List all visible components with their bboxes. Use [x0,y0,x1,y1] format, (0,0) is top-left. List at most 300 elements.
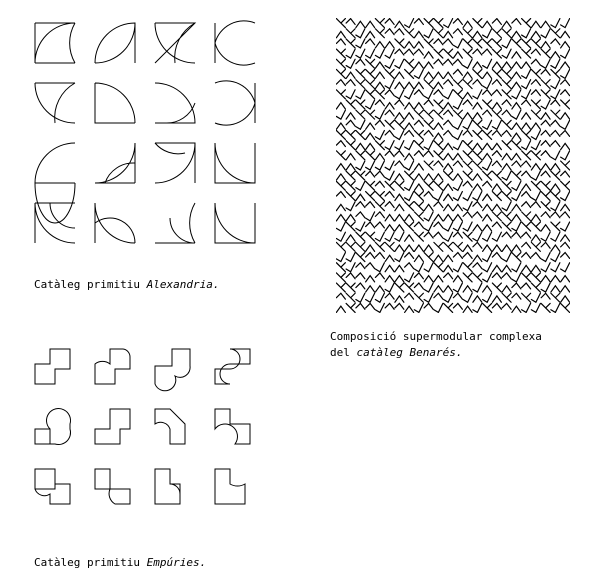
benares-tick [561,80,570,86]
benares-tick [483,130,492,139]
benares-tick [463,263,472,272]
benares-tick [434,286,443,292]
benares-tick [492,232,501,241]
benares-tick [405,42,414,48]
empories-module [35,469,70,504]
benares-tick [512,133,521,139]
benares-tick [434,19,443,28]
benares-caption-line2-name: catàleg Benarés. [356,346,463,359]
benares-tick [561,263,570,272]
benares-tick [483,253,492,262]
benares-tick [473,19,482,28]
benares-tick [385,59,394,68]
benares-tick [483,59,492,68]
benares-tick [424,192,433,198]
benares-tick [444,242,453,251]
benares-tick [444,164,453,170]
alexandria-caption [34,277,219,293]
benares-tick [336,49,345,58]
benares-tick [473,31,482,37]
benares-tick [414,103,423,109]
benares-tick [356,120,365,129]
alexandria-module [215,143,255,183]
benares-tick [414,90,423,96]
benares-tick [463,141,472,150]
benares-tick [473,161,482,170]
benares-tick [551,59,560,68]
benares-tick [531,151,540,160]
benares-tick [531,31,540,37]
benares-tick [385,49,394,58]
benares-tick [414,273,423,279]
benares-tick [483,161,492,170]
benares-tick [473,151,482,160]
benares-tick [375,90,384,99]
benares-tick [395,113,404,119]
empories-module [215,349,250,384]
benares-tick [414,303,423,312]
benares-tick [531,90,540,96]
benares-tick [512,62,521,68]
benares-tick [385,90,394,96]
benares-tick [405,130,414,136]
benares-tick [405,103,414,109]
benares-tick [356,253,365,262]
benares-tick [346,72,355,78]
benares-tick [346,49,355,58]
benares-tick [414,255,423,261]
benares-tick [444,49,453,58]
benares-tick [424,52,433,58]
benares-tick [453,263,462,272]
benares-tick [492,204,501,210]
benares-tick [541,90,550,99]
benares-tick [434,263,443,272]
benares-tick [366,303,375,309]
benares-tick [551,202,560,211]
benares-tick [531,69,540,78]
benares-tick [346,39,355,48]
benares-tick [356,273,365,279]
benares-tick [366,90,375,99]
benares-tick [424,62,433,68]
benares-tick [395,59,404,68]
benares-tick [434,303,443,312]
benares-tick [561,31,570,37]
benares-tick [551,130,560,136]
benares-tick [405,19,414,28]
benares-tick [336,242,345,251]
benares-tick [405,273,414,282]
benares-tick [483,21,492,27]
benares-tick [414,69,423,78]
benares-tick [473,90,482,99]
benares-tick [356,293,365,302]
benares-tick [541,202,550,211]
empories-caption-prefix: Catàleg primitiu [34,556,147,569]
benares-tick [356,161,365,170]
benares-tick [463,80,472,89]
benares-tick [395,100,404,106]
benares-tick [492,184,501,190]
benares-tick [434,123,443,129]
benares-tick [522,293,531,302]
benares-tick [385,242,394,251]
benares-tick [463,49,472,58]
benares-tick [512,39,521,48]
benares-tick [356,212,365,218]
benares-tick [375,141,384,150]
benares-tick [414,245,423,251]
benares-tick [502,62,511,68]
benares-tick [375,253,384,259]
benares-tick [522,232,531,238]
alexandria-module [155,203,195,243]
benares-tick [336,204,345,210]
benares-tick [366,69,375,78]
benares-tick [502,303,511,309]
benares-tick [551,303,560,312]
benares-tick [444,273,453,279]
benares-tick [385,120,394,129]
benares-tick [336,123,345,129]
benares-tick [375,212,384,218]
benares-tick [405,263,414,269]
benares-tick [336,215,345,221]
benares-tick [385,202,394,208]
benares-tick [346,100,355,109]
benares-tick [453,242,462,251]
benares-tick [356,100,365,109]
benares-tick [551,110,560,119]
benares-tick [512,52,521,58]
benares-tick [414,263,423,272]
benares-tick [522,283,531,289]
benares-tick [551,263,560,272]
benares-tick [492,192,501,201]
benares-tick [522,123,531,129]
benares-tick [541,283,550,292]
benares-tick [405,113,414,119]
benares-tick [522,265,531,271]
benares-tick [551,90,560,99]
benares-tick [502,273,511,279]
benares-tick [502,21,511,27]
benares-tick [405,29,414,38]
benares-tick [375,82,384,88]
benares-tick [336,151,345,160]
benares-tick [366,161,375,170]
benares-tick [522,273,531,282]
benares-tick [424,181,433,190]
benares-tick [385,171,394,180]
benares-tick [405,253,414,259]
benares-tick [375,19,384,28]
benares-tick [434,151,443,160]
benares-tick [375,29,384,38]
benares-tick [346,113,355,119]
benares-tick [463,59,472,68]
benares-tick [551,39,560,45]
benares-tick [375,232,384,241]
benares-tick [366,123,375,129]
benares-tick [346,235,355,241]
alexandria-module [95,203,135,243]
benares-tick [463,212,472,218]
benares-tick [502,110,511,116]
benares-tick [385,161,394,170]
benares-tick [531,273,540,282]
benares-tick [541,276,550,282]
benares-tick [434,192,443,201]
benares-tick [405,123,414,129]
benares-tick [541,141,550,147]
benares-tick [473,212,482,218]
benares-tick [336,273,345,282]
benares-tick [366,202,375,208]
benares-tick [424,232,433,238]
benares-tick [424,293,433,302]
benares-tick [336,232,345,241]
benares-tick [512,273,521,282]
benares-tick [453,303,462,309]
benares-tick [444,222,453,231]
benares-tick [561,151,570,160]
benares-tick [346,273,355,279]
alexandria-module [35,23,75,63]
alexandria-module [95,143,135,183]
benares-tick [356,171,365,180]
benares-tick [385,276,394,282]
benares-tick [551,151,560,160]
benares-tick [424,253,433,262]
benares-tick [395,303,404,309]
benares-tick [522,192,531,198]
benares-tick [502,141,511,150]
benares-tick [395,90,404,99]
benares-tick [375,222,384,228]
benares-tick [346,202,355,211]
benares-tick [375,293,384,302]
empories-module [95,469,130,504]
benares-tick [492,80,501,86]
benares-tick [502,181,511,190]
benares-tick [444,286,453,292]
benares-tick [356,202,365,208]
benares-tick [424,19,433,28]
benares-tick [561,19,570,28]
benares-tick [414,130,423,139]
benares-tick [405,293,414,299]
benares-tick [366,276,375,282]
benares-tick [502,39,511,48]
alexandria-module [215,21,255,65]
benares-tick [356,29,365,38]
benares-tick [453,120,462,129]
benares-tick [531,49,540,55]
benares-tick [336,293,345,299]
benares-tick [385,141,394,150]
benares-tick [375,286,384,292]
benares-tick [522,100,531,106]
benares-tick [385,42,394,48]
benares-tick [561,181,570,190]
benares-tick [473,263,482,269]
benares-tick [551,69,560,78]
benares-tick [473,80,482,86]
benares-tick [375,161,384,170]
benares-tick [551,245,560,251]
benares-tick [414,184,423,190]
benares-tick [424,72,433,78]
benares-tick [551,212,560,218]
empories-caption-name: Empúries. [146,556,207,569]
benares-tick [385,283,394,292]
benares-tick [453,39,462,48]
benares-tick [531,192,540,201]
benares-tick [356,242,365,251]
benares-tick [483,194,492,200]
benares-tick [561,113,570,119]
benares-tick [453,222,462,231]
benares-tick [502,293,511,302]
benares-tick [356,283,365,289]
benares-tick [434,29,443,38]
benares-tick [512,161,521,167]
benares-tick [512,72,521,78]
benares-tick [561,253,570,259]
benares-tick [405,154,414,160]
benares-tick [531,130,540,139]
benares-tick [502,192,511,201]
benares-tick [453,181,462,190]
benares-tick [395,29,404,35]
empories-module [155,409,185,444]
benares-tick [531,215,540,221]
benares-tick [512,263,521,272]
benares-tick [483,49,492,55]
alexandria-module [35,83,75,123]
benares-tick [346,192,355,201]
benares-tick [561,120,570,129]
benares-tick [473,242,482,248]
benares-tick [385,225,394,231]
benares-tick [385,181,394,190]
benares-tick [385,130,394,136]
benares-tick [346,59,355,68]
benares-tick [366,80,375,89]
benares-tick [492,130,501,136]
benares-tick [453,29,462,35]
benares-tick [434,72,443,78]
benares-tick [551,100,560,106]
benares-tick [434,174,443,180]
benares-tick [541,164,550,170]
benares-tick [356,143,365,149]
benares-tick [356,90,365,99]
benares-tick [541,263,550,272]
benares-tick [453,283,462,292]
benares-tick [473,130,482,139]
benares-tick [522,39,531,48]
empories-module [215,469,245,504]
benares-tick [366,133,375,139]
benares-tick [395,49,404,55]
benares-tick [336,253,345,262]
benares-tick [492,29,501,38]
benares-tick [395,151,404,157]
benares-tick [492,19,501,25]
benares-tick [483,273,492,282]
benares-tick [444,143,453,149]
benares-tick [414,42,423,48]
benares-tick [405,69,414,78]
benares-tick [385,80,394,89]
benares-tick [444,255,453,261]
benares-tick [434,255,443,261]
benares-tick [395,181,404,190]
benares-tick [444,130,453,136]
benares-tick [395,72,404,78]
benares-tick [395,276,404,282]
benares-tick [395,82,404,88]
benares-tick [444,303,453,312]
benares-tick [336,164,345,170]
benares-tick [336,103,345,109]
benares-tick [366,286,375,292]
empories-module [35,409,71,445]
benares-tick [483,286,492,292]
benares-tick [385,303,394,309]
alexandria-catalog [30,18,260,248]
benares-tick [405,306,414,312]
benares-tick [414,49,423,55]
benares-tick [356,69,365,78]
benares-tick [453,192,462,201]
benares-tick [434,222,443,228]
benares-tick [463,192,472,201]
benares-tick [483,215,492,221]
benares-tick [395,232,404,241]
benares-tick [424,276,433,282]
benares-tick [561,242,570,248]
benares-tick [541,59,550,68]
benares-tick [512,215,521,221]
benares-tick [395,265,404,271]
benares-tick [366,192,375,201]
benares-tick [336,141,345,147]
benares-tick [405,171,414,180]
benares-tick [512,123,521,129]
benares-tick [463,120,472,129]
benares-tick [336,222,345,231]
benares-tick [356,59,365,65]
benares-tick [434,141,443,150]
alexandria-module [155,83,195,123]
benares-tick [336,69,345,78]
benares-tick [522,90,531,99]
benares-tick [434,202,443,208]
benares-tick [551,276,560,282]
benares-tick [492,171,501,180]
benares-tick [473,120,482,129]
benares-tick [512,306,521,312]
benares-tick [561,303,570,312]
benares-caption-line1: Composició supermodular complexa [330,330,542,343]
benares-tick [395,253,404,262]
benares-tick [444,39,453,45]
benares-tick [434,161,443,167]
